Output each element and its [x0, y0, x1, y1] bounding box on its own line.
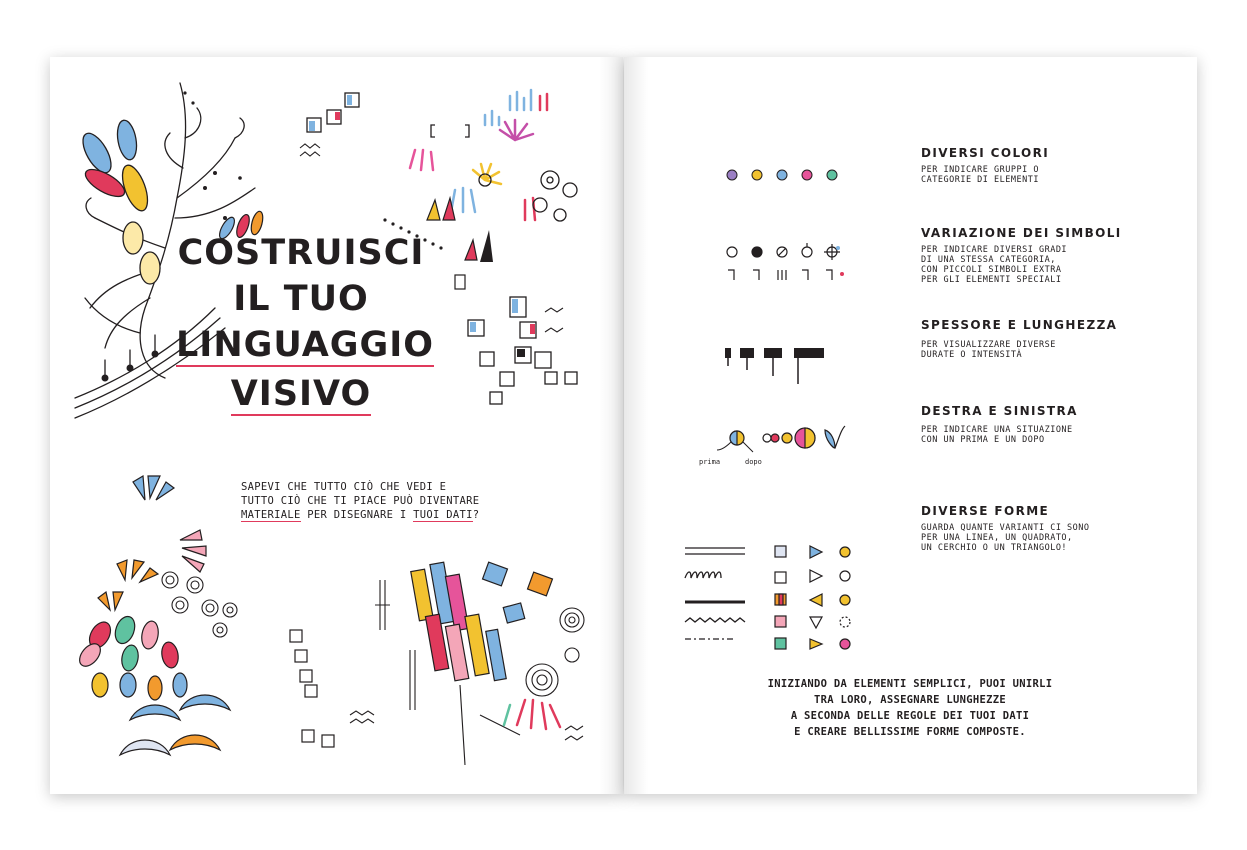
section-title-thickness: SPESSORE E LUNGHEZZA [921, 318, 1118, 332]
title-line-4: VISIVO [230, 374, 372, 414]
section-body-line: PER INDICARE UNA SITUAZIONE [921, 425, 1073, 435]
leaves-and-shells-doodle-illustration [70, 470, 270, 780]
section-body-left-right [921, 425, 1121, 445]
color-dots-example [720, 165, 850, 185]
closing-line: A SECONDA DELLE REGOLE DEI TUOI DATI [790, 710, 1030, 722]
title-line-2: IL TUO [233, 279, 369, 319]
color-dot-purple [727, 170, 737, 180]
section-body-line: CON PICCOLI SIMBOLI EXTRA [921, 265, 1062, 275]
section-body-line: PER INDICARE GRUPPI O [921, 165, 1039, 175]
title-line-1: COSTRUISCI [177, 233, 425, 273]
scattered-squares-doodle [460, 292, 590, 422]
before-after-example [695, 420, 865, 470]
section-body-line: CATEGORIE DI ELEMENTI [921, 175, 1039, 185]
section-title-left-right: DESTRA E SINISTRA [921, 404, 1078, 418]
closing-line: E CREARE BELLISSIME FORME COMPOSTE. [794, 726, 1026, 738]
section-body-symbols [921, 245, 1121, 285]
closing-line: INIZIANDO DA ELEMENTI SEMPLICI, PUOI UNIRLI [767, 678, 1053, 690]
section-title-symbols: VARIAZIONE DEI SIMBOLI [921, 226, 1122, 240]
before-label: prima [699, 458, 721, 466]
section-body-line: DI UNA STESSA CATEGORIA, [921, 255, 1056, 265]
bars-and-spirals-doodle-illustration [280, 545, 600, 785]
color-dot-blue [777, 170, 787, 180]
section-body-line: PER VISUALIZZARE DIVERSE [921, 340, 1056, 350]
title-line-3: LINGUAGGIO [176, 325, 435, 365]
page-title [176, 230, 435, 420]
section-title-colors: DIVERSI COLORI [921, 146, 1050, 160]
color-dot-pink [802, 170, 812, 180]
intro-line-3-middle: PER DISEGNARE I [300, 509, 414, 521]
intro-line-3-end: ? [472, 509, 480, 521]
square-symbols-doodle [295, 88, 370, 168]
intro-highlight-materiale: MATERIALE [241, 509, 301, 521]
section-body-thickness [921, 340, 1121, 360]
section-body-shapes [921, 523, 1121, 553]
closing-paragraph [745, 676, 1075, 740]
section-title-shapes: DIVERSE FORME [921, 504, 1050, 518]
section-body-line: CON UN PRIMA E UN DOPO [921, 435, 1045, 445]
section-body-line: PER GLI ELEMENTI SPECIALI [921, 275, 1062, 285]
section-body-line: GUARDA QUANTE VARIANTI CI SONO [921, 523, 1090, 533]
intro-paragraph [241, 480, 511, 522]
symbol-variation-example [720, 242, 850, 288]
intro-line-1: SAPEVI CHE TUTTO CIÒ CHE VEDI E [241, 481, 447, 493]
thickness-length-example [720, 342, 840, 386]
section-body-line: DURATE O INTENSITÀ [921, 350, 1023, 360]
section-body-line: PER UNA LINEA, UN QUADRATO, [921, 533, 1073, 543]
intro-line-2: TUTTO CIÒ CHE TI PIACE PUÒ DIVENTARE [241, 495, 480, 507]
closing-line: TRA LORO, ASSEGNARE LUNGHEZZE [813, 694, 1007, 706]
section-body-line: UN CERCHIO O UN TRIANGOLO! [921, 543, 1068, 553]
different-shapes-example [680, 542, 870, 657]
color-dot-yellow [752, 170, 762, 180]
color-dot-green [827, 170, 837, 180]
intro-highlight-tuoi-dati: TUOI DATI [413, 509, 473, 521]
intro-line-3 [241, 508, 511, 522]
section-body-line: PER INDICARE DIVERSI GRADI [921, 245, 1068, 255]
section-body-colors [921, 165, 1121, 185]
after-label: dopo [745, 458, 762, 466]
